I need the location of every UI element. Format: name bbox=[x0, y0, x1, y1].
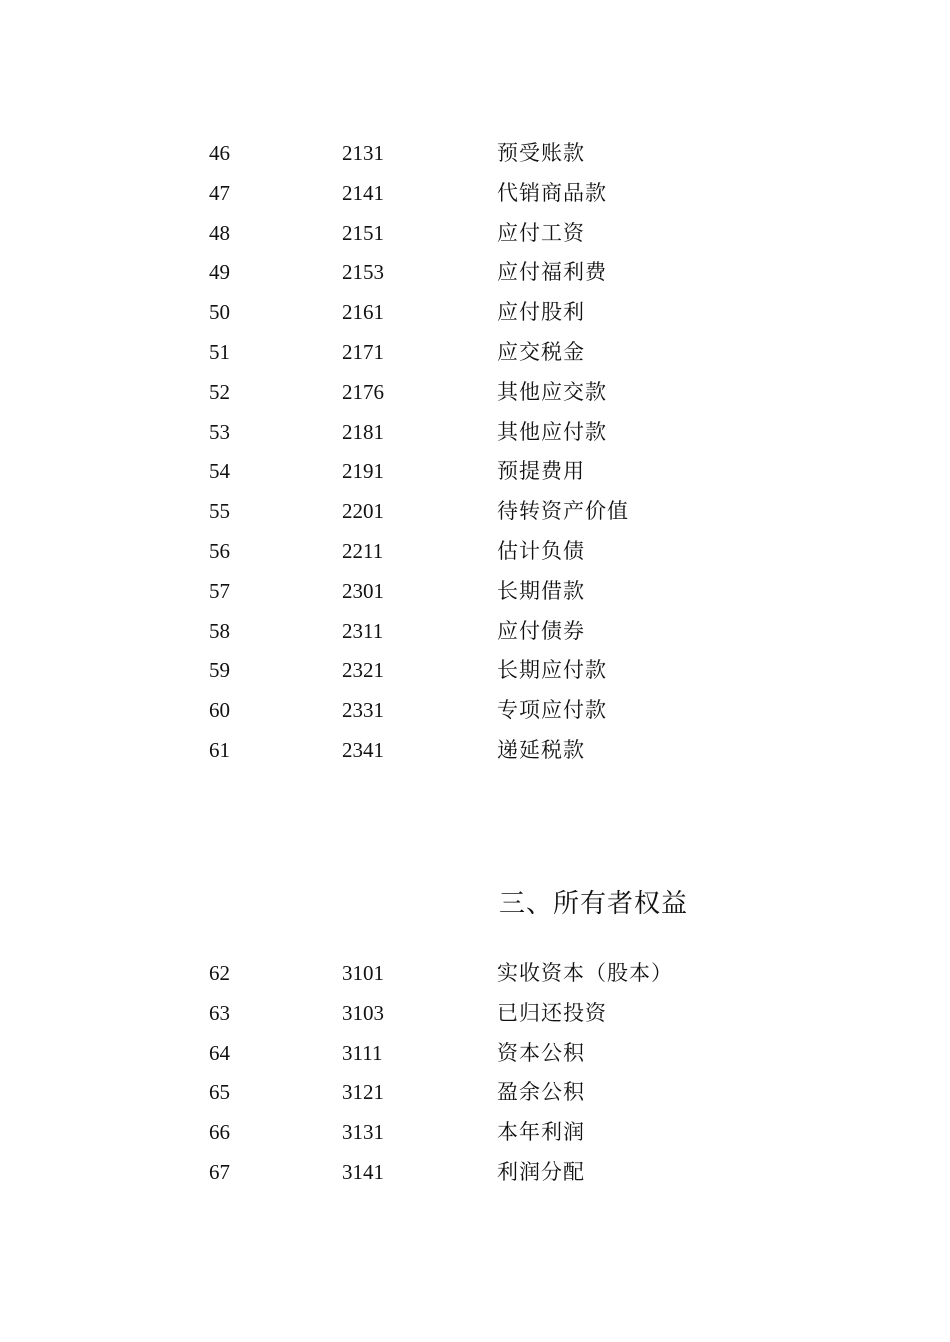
account-name: 实收资本（股本） bbox=[497, 961, 673, 985]
account-name: 估计负债 bbox=[497, 538, 585, 563]
account-row bbox=[0, 651, 950, 691]
account-number: 56 bbox=[209, 538, 230, 563]
account-code: 2153 bbox=[342, 260, 384, 285]
account-code: 2176 bbox=[342, 379, 384, 404]
account-code: 2211 bbox=[342, 538, 384, 563]
liabilities-account-list bbox=[0, 134, 950, 771]
account-row bbox=[0, 253, 950, 293]
account-number: 55 bbox=[209, 499, 230, 524]
account-name: 专项应付款 bbox=[497, 698, 607, 723]
account-row bbox=[0, 1073, 950, 1113]
account-row bbox=[0, 1113, 950, 1153]
account-code: 2181 bbox=[342, 419, 384, 444]
account-number: 59 bbox=[209, 658, 230, 683]
account-name: 应付工资 bbox=[497, 220, 585, 245]
account-code: 2131 bbox=[342, 141, 384, 165]
account-name: 应付福利费 bbox=[497, 260, 607, 285]
account-number: 53 bbox=[209, 419, 230, 444]
account-name: 应付股利 bbox=[497, 300, 585, 325]
account-name: 应付债券 bbox=[497, 618, 585, 643]
account-code: 3111 bbox=[342, 1040, 383, 1065]
account-name: 已归还投资 bbox=[497, 1000, 607, 1025]
account-number: 63 bbox=[209, 1000, 230, 1025]
account-row bbox=[0, 373, 950, 413]
account-name: 递延税款 bbox=[497, 737, 585, 762]
account-code: 2171 bbox=[342, 339, 384, 364]
account-name: 待转资产价值 bbox=[497, 499, 629, 524]
account-row bbox=[0, 413, 950, 453]
account-row bbox=[0, 214, 950, 254]
account-row bbox=[0, 492, 950, 532]
account-number: 65 bbox=[209, 1080, 230, 1105]
account-number: 48 bbox=[209, 220, 230, 245]
account-name: 应交税金 bbox=[497, 339, 585, 364]
account-number: 57 bbox=[209, 578, 230, 603]
account-name: 代销商品款 bbox=[497, 180, 607, 205]
account-row bbox=[0, 333, 950, 373]
account-name: 盈余公积 bbox=[497, 1080, 585, 1105]
account-number: 52 bbox=[209, 379, 230, 404]
account-name: 其他应交款 bbox=[497, 379, 607, 404]
account-row bbox=[0, 1153, 950, 1193]
account-number: 62 bbox=[209, 961, 230, 985]
account-number: 50 bbox=[209, 300, 230, 325]
account-number: 61 bbox=[209, 737, 230, 762]
account-code: 2201 bbox=[342, 499, 384, 524]
account-number: 60 bbox=[209, 698, 230, 723]
account-code: 3101 bbox=[342, 961, 384, 985]
account-row bbox=[0, 612, 950, 652]
account-code: 3141 bbox=[342, 1159, 384, 1184]
account-row bbox=[0, 532, 950, 572]
account-name: 长期借款 bbox=[497, 578, 585, 603]
account-number: 54 bbox=[209, 459, 230, 484]
account-name: 本年利润 bbox=[497, 1120, 585, 1145]
account-code: 2191 bbox=[342, 459, 384, 484]
equity-account-list bbox=[0, 954, 950, 1193]
account-code: 2301 bbox=[342, 578, 384, 603]
account-number: 58 bbox=[209, 618, 230, 643]
account-code: 3121 bbox=[342, 1080, 384, 1105]
account-name: 利润分配 bbox=[497, 1159, 585, 1184]
account-name: 预提费用 bbox=[497, 459, 585, 484]
account-name: 其他应付款 bbox=[497, 419, 607, 444]
account-row bbox=[0, 293, 950, 333]
account-row bbox=[0, 954, 950, 994]
section-heading-owners-equity: 三、所有者权益 bbox=[499, 889, 689, 919]
account-name: 资本公积 bbox=[497, 1040, 585, 1065]
account-number: 47 bbox=[209, 180, 230, 205]
account-code: 2341 bbox=[342, 737, 384, 762]
account-code: 3103 bbox=[342, 1000, 384, 1025]
account-number: 64 bbox=[209, 1040, 230, 1065]
account-row bbox=[0, 174, 950, 214]
account-number: 66 bbox=[209, 1120, 230, 1145]
account-code: 2321 bbox=[342, 658, 384, 683]
account-row bbox=[0, 452, 950, 492]
account-code: 2161 bbox=[342, 300, 384, 325]
account-code: 3131 bbox=[342, 1120, 384, 1145]
account-name: 预受账款 bbox=[497, 141, 585, 165]
account-number: 49 bbox=[209, 260, 230, 285]
account-number: 67 bbox=[209, 1159, 230, 1184]
account-name: 长期应付款 bbox=[497, 658, 607, 683]
account-number: 46 bbox=[209, 141, 230, 165]
account-code: 2311 bbox=[342, 618, 384, 643]
account-number: 51 bbox=[209, 339, 230, 364]
account-row bbox=[0, 994, 950, 1034]
account-code: 2331 bbox=[342, 698, 384, 723]
account-row bbox=[0, 572, 950, 612]
account-row bbox=[0, 134, 950, 174]
account-row bbox=[0, 691, 950, 731]
account-row bbox=[0, 731, 950, 771]
account-row bbox=[0, 1034, 950, 1074]
account-code: 2151 bbox=[342, 220, 384, 245]
account-code: 2141 bbox=[342, 180, 384, 205]
